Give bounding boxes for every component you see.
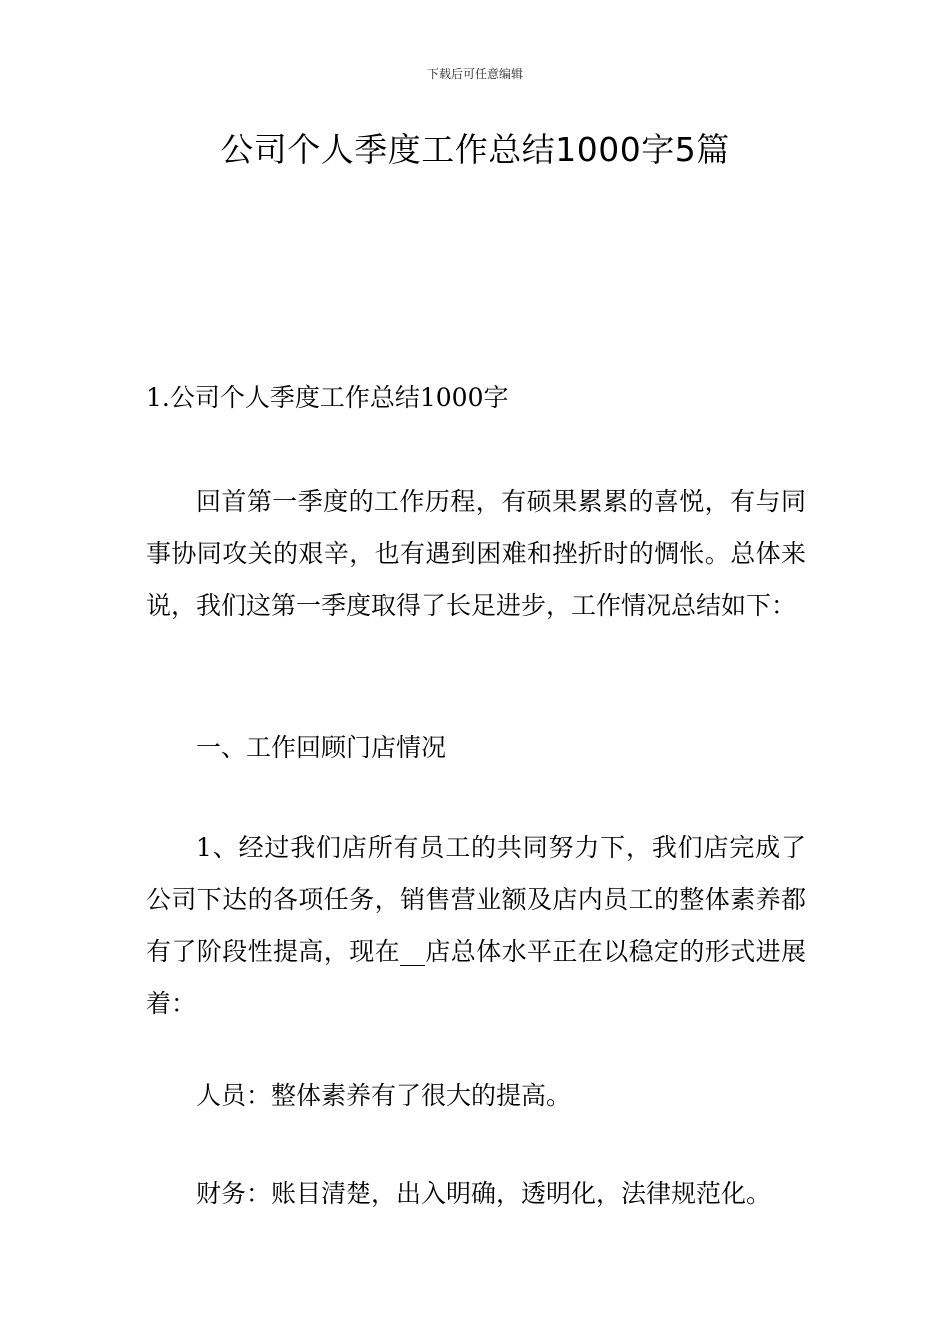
section-heading: 1.公司个人季度工作总结1000字 xyxy=(146,383,509,412)
intro-paragraph: 回首第一季度的工作历程，有硕果累累的喜悦，有与同事协同攻关的艰辛，也有遇到困难和挫折时的惆怅。总体来说，我们这第一季度取得了长足进步，工作情况总结如下： xyxy=(146,487,806,620)
finance-paragraph: 财务：账目清楚，出入明确，透明化，法律规范化。 xyxy=(196,1179,772,1208)
header-note: 下载后可任意编辑 xyxy=(426,67,523,81)
subheading-work-review: 一、工作回顾门店情况 xyxy=(196,733,447,762)
item-1-paragraph: 1、经过我们店所有员工的共同努力下，我们店完成了公司下达的各项任务，销售营业额及店内员工的整体素养都有了阶段性提高，现在__店总体水平正在以稳定的形式进展着： xyxy=(146,833,806,1018)
staff-paragraph: 人员：整体素养有了很大的提高。 xyxy=(196,1081,572,1110)
document-title: 公司个人季度工作总结1000字5篇 xyxy=(220,130,730,169)
